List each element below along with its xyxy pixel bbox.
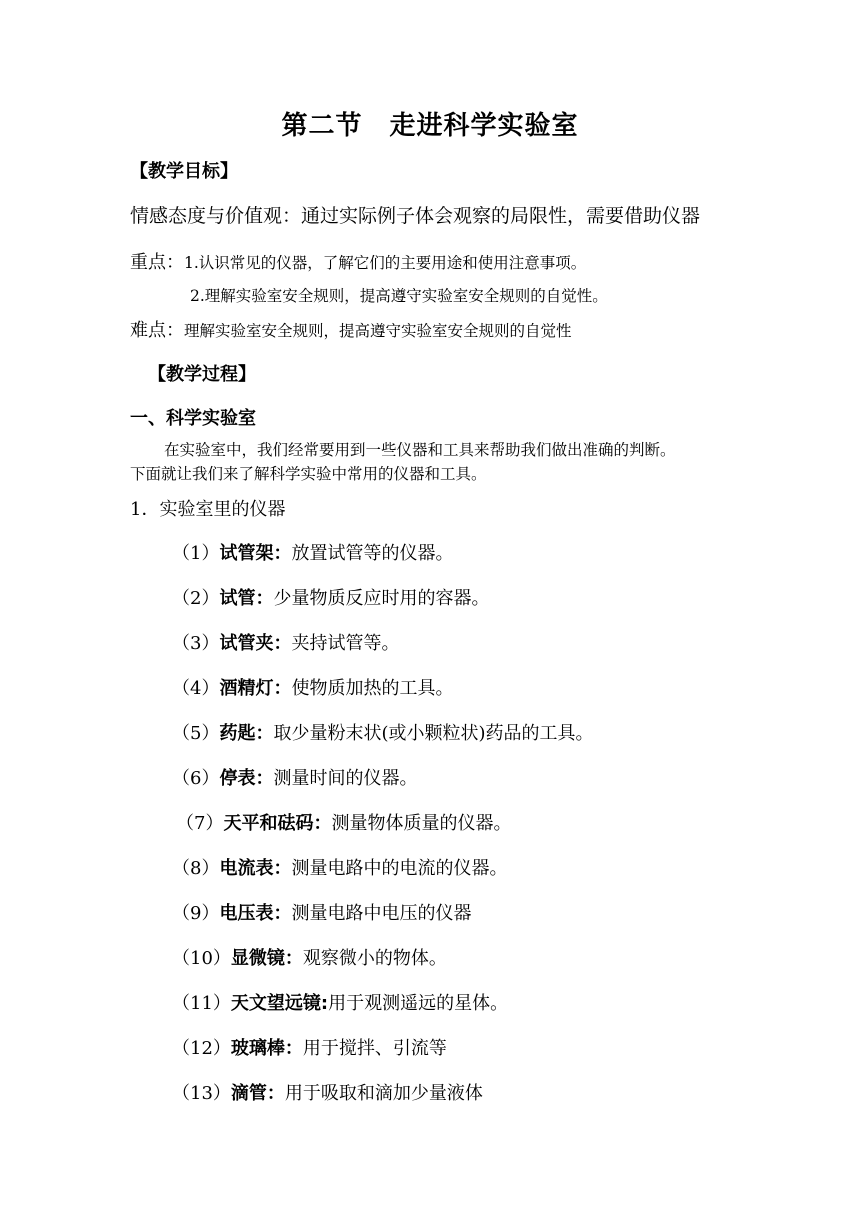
instrument-item	[172, 905, 471, 923]
instrument-item	[172, 995, 508, 1013]
instrument-number: （3）	[172, 633, 220, 654]
intro-line-1: 在实验室中，我们经常要用到一些仪器和工具来帮助我们做出准确的判断。	[164, 441, 676, 459]
instrument-item	[172, 725, 594, 743]
process-heading: 【教学过程】	[148, 364, 256, 385]
intro-line-2: 下面就让我们来了解科学实验中常用的仪器和工具。	[130, 465, 487, 483]
instrument-number: （5）	[172, 723, 220, 744]
difficulty	[130, 322, 572, 340]
instrument-name: 天平和砝码：	[223, 813, 332, 834]
instrument-number: （9）	[172, 903, 220, 924]
instrument-item	[172, 1040, 447, 1058]
difficulty-text: 理解实验室安全规则，提高遵守实验室安全规则的自觉性	[184, 322, 572, 340]
instrument-name: 玻璃棒：	[230, 1038, 303, 1059]
instrument-name: 电压表：	[219, 903, 292, 924]
instrument-item	[172, 590, 489, 608]
instrument-description: 测量电路中的电流的仪器。	[291, 858, 508, 879]
instrument-number: （7）	[176, 813, 224, 834]
instrument-item	[172, 950, 447, 968]
instrument-name: 滴管：	[230, 1083, 285, 1104]
instrument-number: （4）	[172, 678, 220, 699]
instrument-number: （13）	[172, 1083, 231, 1104]
instrument-number: （6）	[172, 768, 220, 789]
instrument-description: 观察微小的物体。	[302, 948, 447, 969]
instrument-name: 药匙：	[219, 723, 274, 744]
emotion-goal: 情感态度与价值观：通过实际例子体会观察的局限性，需要借助仪器	[130, 205, 701, 227]
key-point-2: 2.理解实验室安全规则，提高遵守实验室安全规则的自觉性。	[190, 287, 608, 305]
instrument-item	[172, 860, 507, 878]
key-point-1: 1.认识常见的仪器，了解它们的主要用途和使用注意事项。	[184, 254, 587, 272]
instrument-description: 用于搅拌、引流等	[302, 1038, 447, 1059]
instrument-description: 测量物体质量的仪器。	[331, 813, 512, 834]
instrument-number: （1）	[172, 543, 220, 564]
instrument-number: （11）	[172, 993, 231, 1014]
instrument-name: 酒精灯：	[219, 678, 292, 699]
instrument-name: 试管：	[219, 588, 274, 609]
instrument-description: 用于吸取和滴加少量液体	[284, 1083, 483, 1104]
instrument-name: 试管架：	[219, 543, 292, 564]
instrument-name: 电流表：	[219, 858, 292, 879]
subsection-1-title: 1．实验室里的仪器	[130, 499, 286, 520]
instrument-name: 天文望远镜:	[230, 993, 329, 1014]
section-1-title: 一、科学实验室	[130, 408, 256, 429]
key-points	[130, 254, 586, 272]
instrument-number: （2）	[172, 588, 220, 609]
instrument-number: （8）	[172, 858, 220, 879]
instrument-item	[176, 815, 511, 833]
instrument-item	[172, 635, 399, 653]
instrument-number: （10）	[172, 948, 231, 969]
objectives-heading: 【教学目标】	[130, 161, 238, 182]
difficulty-label: 难点：	[130, 320, 184, 341]
instrument-item	[172, 680, 453, 698]
instrument-description: 用于观测遥远的星体。	[328, 993, 509, 1014]
instrument-description: 少量物质反应时用的容器。	[273, 588, 490, 609]
instrument-item	[172, 770, 417, 788]
instrument-name: 试管夹：	[219, 633, 292, 654]
instrument-item	[172, 1085, 483, 1103]
instrument-description: 夹持试管等。	[291, 633, 400, 654]
instrument-description: 测量时间的仪器。	[273, 768, 418, 789]
instrument-number: （12）	[172, 1038, 231, 1059]
key-points-label: 重点：	[130, 252, 184, 273]
page-title: 第二节 走进科学实验室	[281, 111, 579, 141]
instrument-description: 使物质加热的工具。	[291, 678, 454, 699]
instrument-name: 停表：	[219, 768, 274, 789]
instrument-description: 放置试管等的仪器。	[291, 543, 454, 564]
instrument-item	[172, 545, 453, 563]
instrument-name: 显微镜：	[230, 948, 303, 969]
instrument-description: 取少量粉末状(或小颗粒状)药品的工具。	[273, 723, 594, 744]
instrument-description: 测量电路中电压的仪器	[291, 903, 472, 924]
